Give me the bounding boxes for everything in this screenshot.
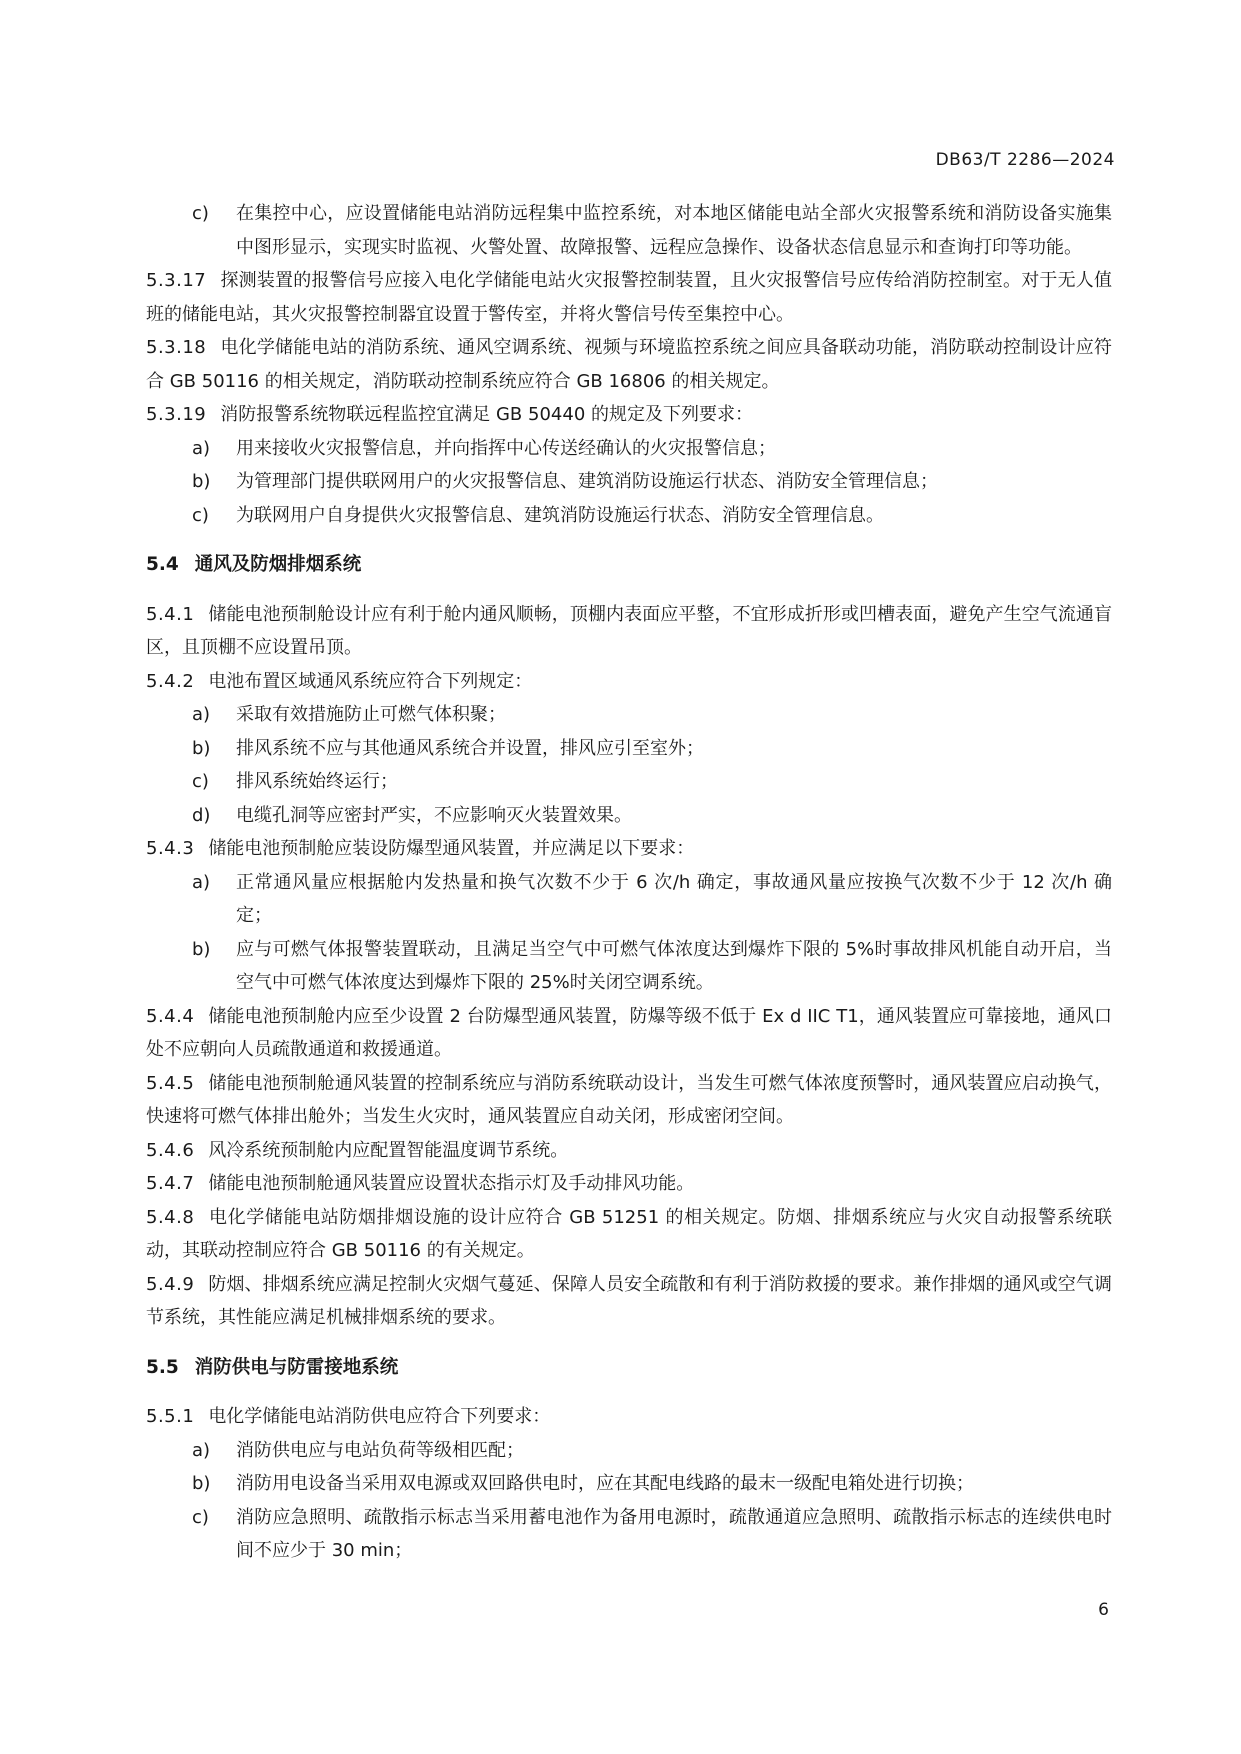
clause-paragraph <box>146 398 1112 432</box>
list-item-label: b) <box>192 471 211 492</box>
list-item-text: 为联网用户自身提供火灾报警信息、建筑消防设施运行状态、消防安全管理信息。 <box>236 504 884 526</box>
document-body <box>146 197 1112 1568</box>
clause-number: 5.4.8 <box>146 1206 195 1228</box>
clause-paragraph <box>146 1067 1112 1134</box>
clause-paragraph <box>146 1400 1112 1434</box>
clause-paragraph <box>146 1000 1112 1067</box>
clause-number: 5.4.5 <box>146 1072 195 1094</box>
list-item-text: 消防应急照明、疏散指示标志当采用蓄电池作为备用电源时，疏散通道应急照明、疏散指示标志的连续供电时间不应少于 30 min； <box>236 1506 1112 1561</box>
list-item-label: b) <box>192 1473 211 1494</box>
section-heading <box>146 1351 1112 1385</box>
clause-number: 5.4.3 <box>146 838 195 859</box>
list-item-label: a) <box>192 1439 211 1461</box>
list-item-label: a) <box>192 437 211 459</box>
clause-paragraph <box>146 1134 1112 1168</box>
clause-text: 储能电池预制舱通风装置应设置状态指示灯及手动排风功能。 <box>208 1173 695 1194</box>
list-item <box>146 432 1112 466</box>
list-item-text: 排风系统不应与其他通风系统合并设置，排风应引至室外； <box>236 737 704 759</box>
page-number: 6 <box>1098 1600 1109 1620</box>
list-item-text: 电缆孔洞等应密封严实，不应影响灭火装置效果。 <box>236 804 632 826</box>
clause-text: 电化学储能电站的消防系统、通风空调系统、视频与环境监控系统之间应具备联动功能，消防联动控制设计应符合 GB 50116 的相关规定，消防联动控制系统应符合 GB 16806 的相关规定。 <box>146 337 1112 392</box>
list-item-text: 应与可燃气体报警装置联动，且满足当空气中可燃气体浓度达到爆炸下限的 5%时事故排风机能自动开启，当空气中可燃气体浓度达到爆炸下限的 25%时关闭空调系统。 <box>236 938 1112 993</box>
clause-number: 5.3.18 <box>146 337 207 358</box>
section-title: 通风及防烟排烟系统 <box>194 554 362 575</box>
document-id-header: DB63/T 2286—2024 <box>935 150 1115 170</box>
clause-paragraph <box>146 264 1112 331</box>
clause-text: 风冷系统预制舱内应配置智能温度调节系统。 <box>208 1139 569 1161</box>
clause-text: 防烟、排烟系统应满足控制火灾烟气蔓延、保障人员安全疏散和有利于消防救援的要求。兼作排烟的通风或空气调节系统，其性能应满足机械排烟系统的要求。 <box>146 1273 1112 1328</box>
clause-paragraph <box>146 331 1112 398</box>
list-item <box>146 465 1112 499</box>
list-item-label: b) <box>192 737 211 759</box>
list-item-label: c) <box>192 1506 209 1528</box>
section-number: 5.5 <box>146 1356 179 1378</box>
clause-number: 5.4.1 <box>146 603 195 625</box>
clause-paragraph <box>146 1201 1112 1268</box>
list-item-label: a) <box>192 871 211 893</box>
clause-text: 电池布置区域通风系统应符合下列规定： <box>208 670 533 692</box>
clause-number: 5.5.1 <box>146 1406 195 1427</box>
list-item-text: 在集控中心，应设置储能电站消防远程集中监控系统，对本地区储能电站全部火灾报警系统和消防设备实施集中图形显示，实现实时监视、火警处置、故障报警、远程应急操作、设备状态信息显示和查询打印等功能。 <box>236 203 1112 258</box>
list-item-text: 消防用电设备当采用双电源或双回路供电时，应在其配电线路的最末一级配电箱处进行切换； <box>236 1473 974 1494</box>
list-item <box>146 1434 1112 1468</box>
clause-number: 5.4.7 <box>146 1173 195 1194</box>
list-item <box>146 499 1112 533</box>
clause-paragraph <box>146 1268 1112 1335</box>
list-item-text: 用来接收火灾报警信息，并向指挥中心传送经确认的火灾报警信息； <box>236 437 776 459</box>
section-number: 5.4 <box>146 554 179 575</box>
list-item-label: c) <box>192 771 209 792</box>
list-item-label: c) <box>192 504 209 526</box>
list-item <box>146 933 1112 1000</box>
list-item <box>146 698 1112 732</box>
clause-text: 储能电池预制舱应装设防爆型通风装置，并应满足以下要求： <box>208 838 695 859</box>
list-item-label: c) <box>192 203 209 224</box>
clause-paragraph <box>146 832 1112 866</box>
list-item <box>146 1501 1112 1568</box>
clause-text: 储能电池预制舱设计应有利于舱内通风顺畅，顶棚内表面应平整，不宜形成折形或凹槽表面，避免产生空气流通盲区，且顶棚不应设置吊顶。 <box>146 603 1112 658</box>
list-item-text: 正常通风量应根据舱内发热量和换气次数不少于 6 次/h 确定，事故通风量应按换气次数不少于 12 次/h 确定； <box>236 871 1112 926</box>
list-item-text: 排风系统始终运行； <box>236 771 398 792</box>
list-item-text: 消防供电应与电站负荷等级相匹配； <box>236 1439 524 1461</box>
clause-number: 5.4.4 <box>146 1005 195 1027</box>
clause-text: 电化学储能电站防烟排烟设施的设计应符合 GB 51251 的相关规定。防烟、排烟系统应与火灾自动报警系统联动，其联动控制应符合 GB 50116 的有关规定。 <box>146 1206 1112 1261</box>
clause-paragraph <box>146 598 1112 665</box>
clause-number: 5.4.6 <box>146 1139 195 1161</box>
clause-text: 消防报警系统物联远程监控宜满足 GB 50440 的规定及下列要求： <box>220 404 753 425</box>
list-item <box>146 799 1112 833</box>
list-item <box>146 732 1112 766</box>
clause-paragraph <box>146 1167 1112 1201</box>
list-item-label: d) <box>192 804 211 826</box>
list-item-text: 为管理部门提供联网用户的火灾报警信息、建筑消防设施运行状态、消防安全管理信息； <box>236 471 938 492</box>
list-item <box>146 197 1112 264</box>
clause-number: 5.3.19 <box>146 404 207 425</box>
list-item-text: 采取有效措施防止可燃气体积聚； <box>236 704 506 725</box>
clause-text: 探测装置的报警信号应接入电化学储能电站火灾报警控制装置，且火灾报警信号应传给消防控制室。对于无人值班的储能电站，其火灾报警控制器宜设置于警传室，并将火警信号传至集控中心。 <box>146 270 1112 325</box>
clause-paragraph <box>146 665 1112 699</box>
list-item-label: b) <box>192 938 211 960</box>
section-title: 消防供电与防雷接地系统 <box>194 1356 399 1378</box>
clause-text: 电化学储能电站消防供电应符合下列要求： <box>208 1406 551 1427</box>
section-heading <box>146 548 1112 582</box>
list-item <box>146 866 1112 933</box>
clause-text: 储能电池预制舱内应至少设置 2 台防爆型通风装置，防爆等级不低于 Ex d IIC T1，通风装置应可靠接地，通风口处不应朝向人员疏散通道和救援通道。 <box>146 1005 1112 1060</box>
clause-number: 5.4.9 <box>146 1273 195 1295</box>
list-item <box>146 1467 1112 1501</box>
clause-number: 5.3.17 <box>146 270 207 291</box>
list-item-label: a) <box>192 704 211 725</box>
list-item <box>146 765 1112 799</box>
clause-text: 储能电池预制舱通风装置的控制系统应与消防系统联动设计，当发生可燃气体浓度预警时，通风装置应启动换气，快速将可燃气体排出舱外；当发生火灾时，通风装置应自动关闭，形成密闭空间。 <box>146 1072 1112 1127</box>
clause-number: 5.4.2 <box>146 670 195 692</box>
